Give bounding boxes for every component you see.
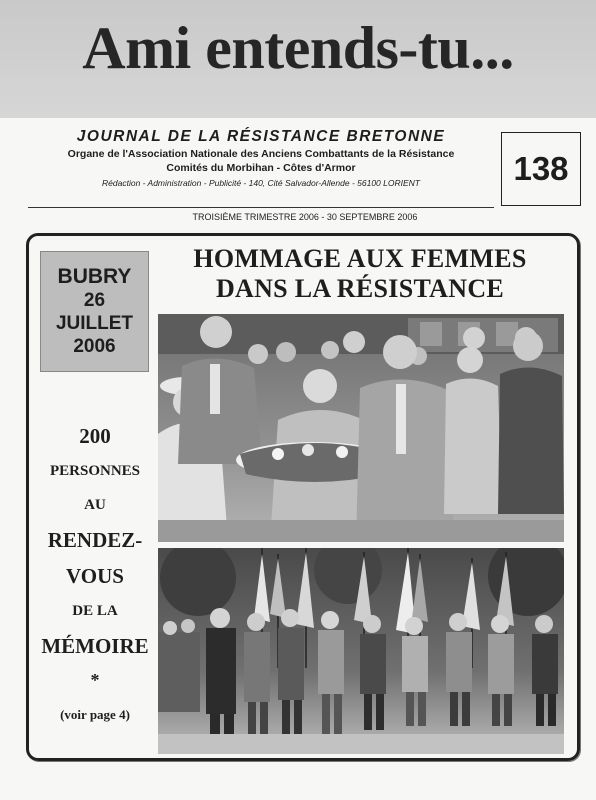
side-caption-line-3: AU: [84, 497, 106, 513]
event-box: [40, 251, 149, 372]
side-caption-line-6: DE LA: [72, 603, 118, 619]
side-caption-line-7: MÉMOIRE: [41, 634, 149, 658]
headline-line-2: DANS LA RÉSISTANCE: [215, 274, 505, 303]
comites-line: Comités du Morbihan - Côtes d'Armor: [166, 162, 356, 174]
event-month: JUILLET: [55, 313, 134, 334]
asterisk: *: [90, 670, 100, 690]
headline-line-1: HOMMAGE AUX FEMMES: [193, 244, 527, 273]
side-caption-line-2: PERSONNES: [49, 463, 141, 479]
event-year: 2006: [73, 336, 116, 357]
wreath-ceremony-photo: [158, 314, 564, 542]
issue-number: 138: [513, 150, 569, 187]
flag-bearers-photo: [158, 548, 564, 754]
page-reference: (voir page 4): [60, 707, 130, 722]
redaction-line: Rédaction - Administration - Publicité - 140, Cité Salvador-Allende - 56100 LORIENT: [102, 178, 420, 188]
side-caption: [36, 418, 154, 730]
header-divider: [28, 207, 494, 208]
journal-header: [28, 128, 494, 188]
side-caption-count: 200: [79, 424, 111, 448]
masthead: [0, 0, 596, 118]
event-day: 26: [83, 290, 106, 311]
event-place: BUBRY: [57, 265, 132, 288]
journal-title: JOURNAL DE LA RÉSISTANCE BRETONNE: [76, 128, 446, 145]
issue-number-box: [501, 132, 581, 206]
headline: [158, 244, 562, 304]
masthead-title: Ami entends-tu...: [82, 15, 514, 81]
issue-date: TROISIÈME TRIMESTRE 2006 - 30 SEPTEMBRE 2006: [192, 212, 418, 222]
side-caption-line-4: RENDEZ-: [47, 528, 143, 552]
side-caption-line-5: VOUS: [66, 564, 124, 588]
organ-line: Organe de l'Association Nationale des Anciens Combattants de la Résistance: [67, 148, 455, 160]
